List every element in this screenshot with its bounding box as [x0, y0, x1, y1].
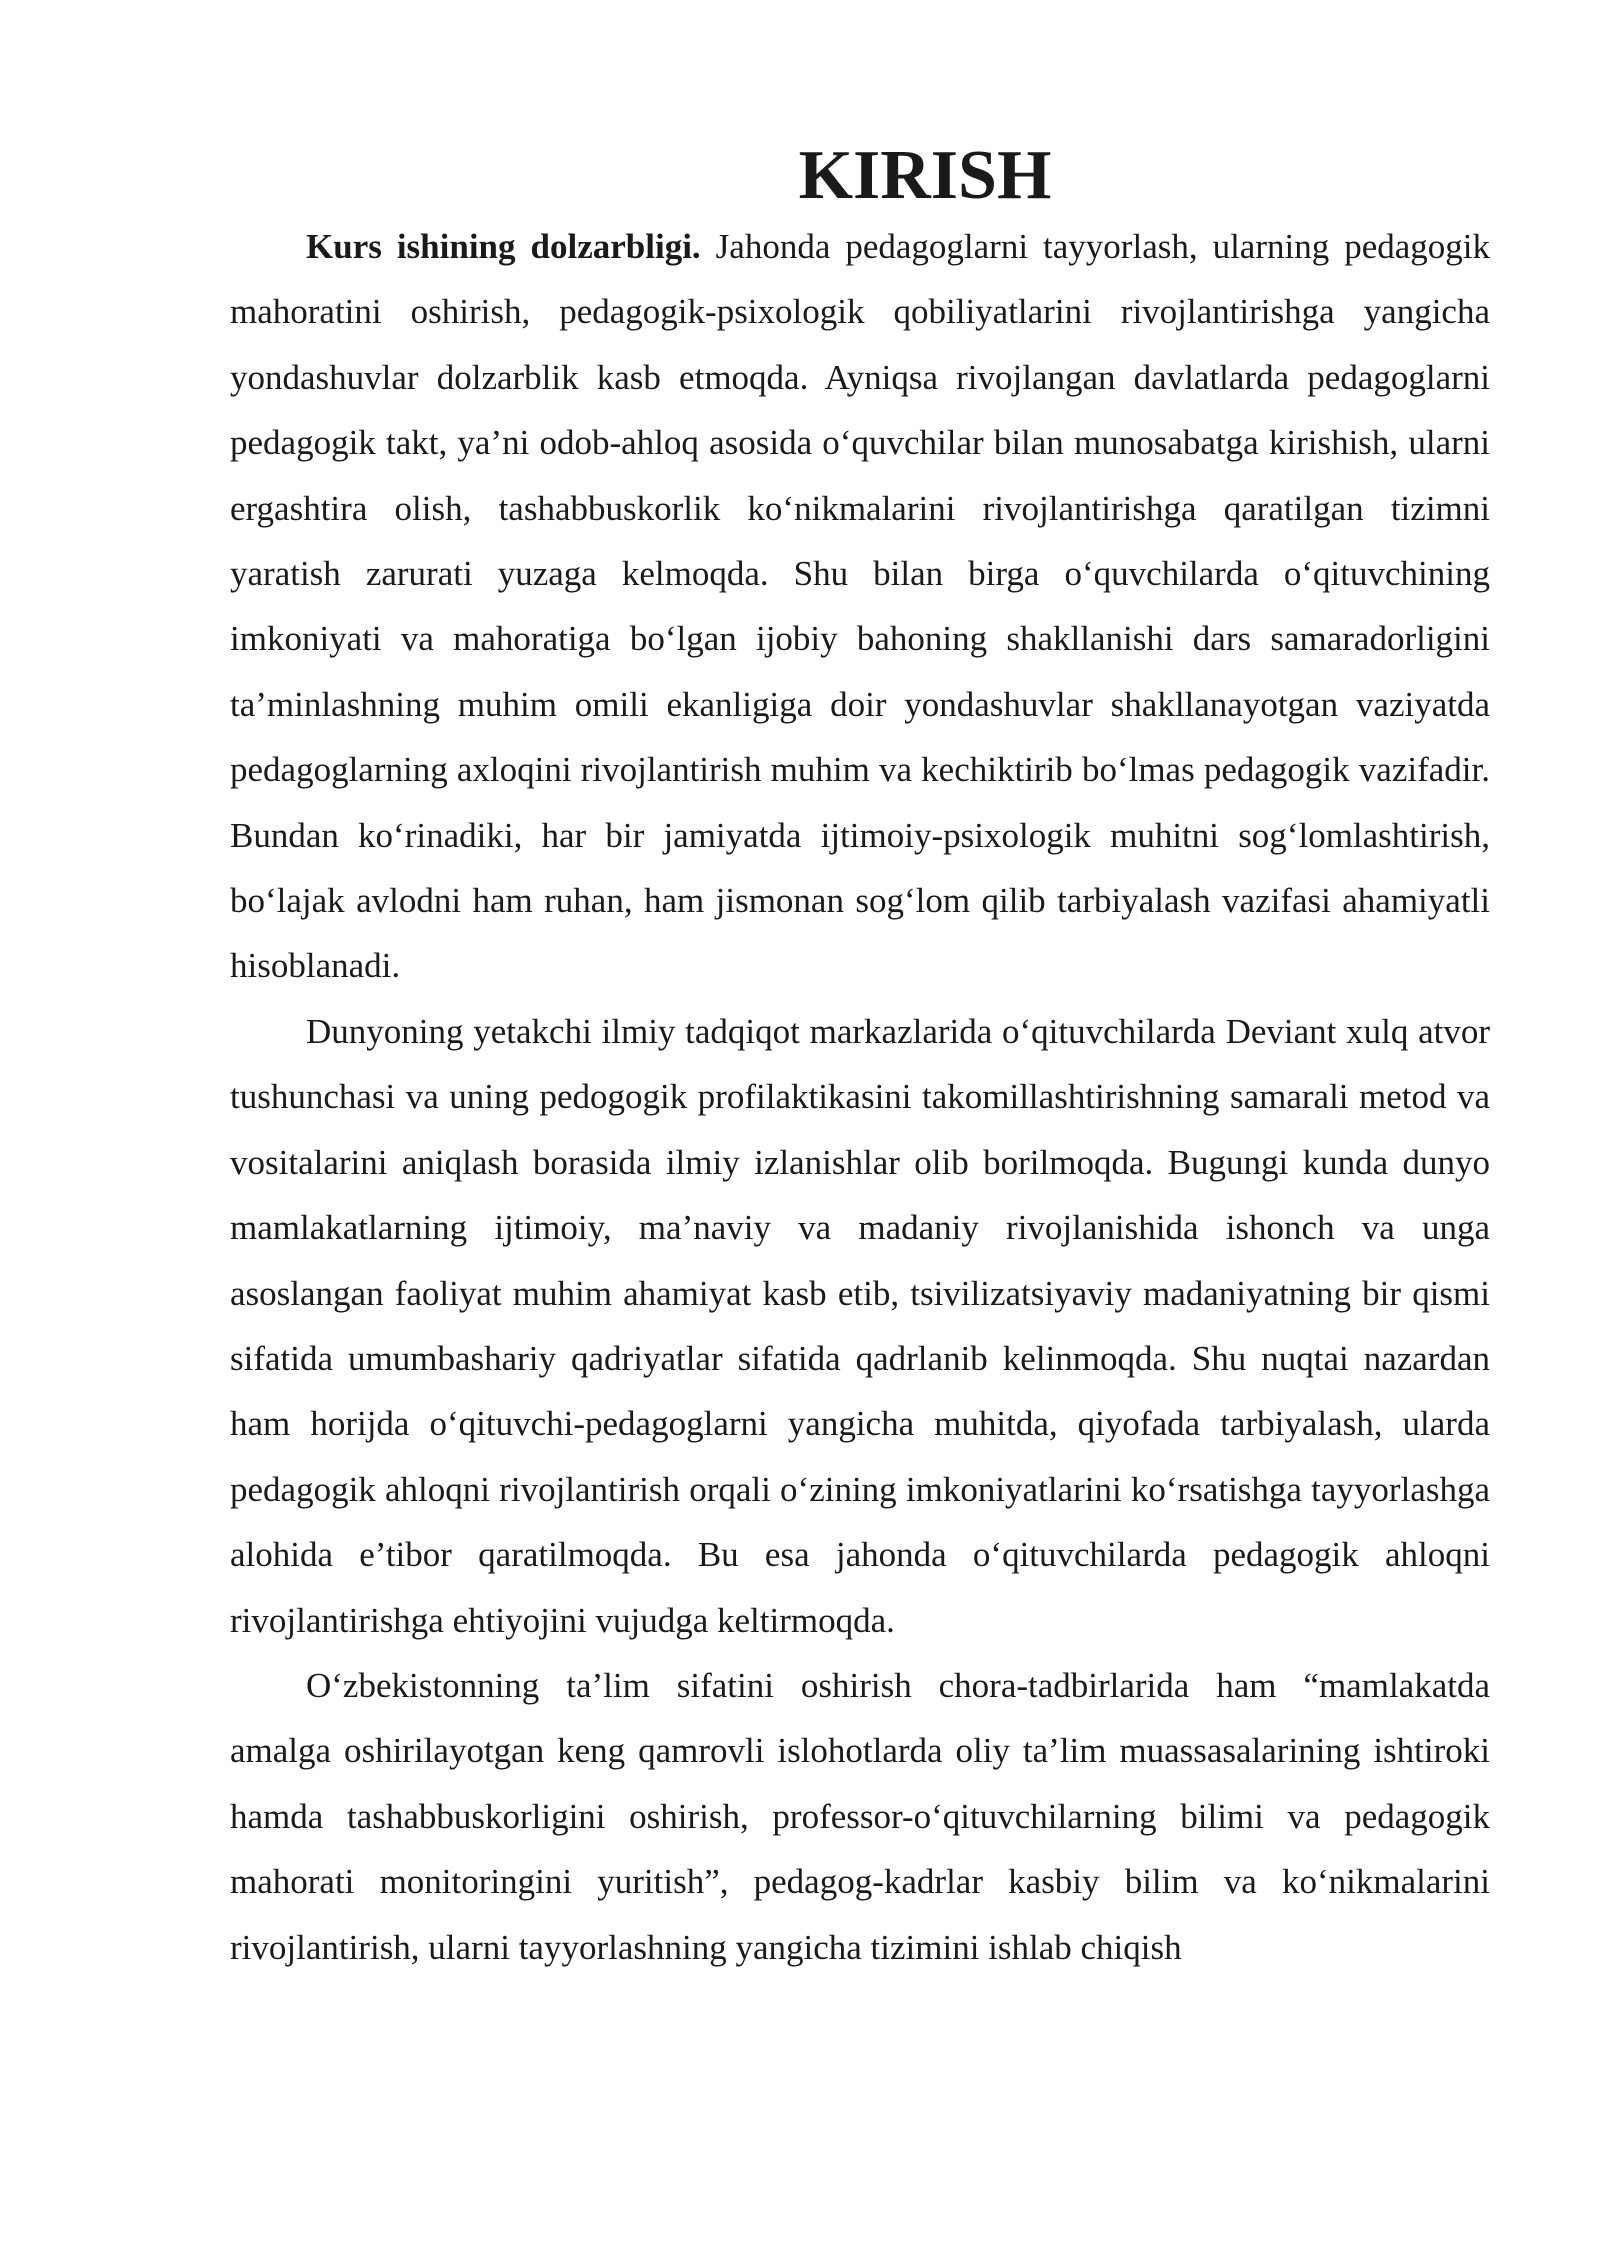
- paragraph-research-centers: [230, 999, 1490, 1653]
- document-page: [230, 137, 1491, 1980]
- paragraph-body: O‘zbekistonning ta’lim sifatini oshirish chora-tadbirlarida ham “mamlakatda amalga oshirilayotgan keng qamrovli islohotlarda oliy ta’lim muassasalarining ishtiroki hamda tashabbuskorligini oshirish, professor-o‘qituvchilarning bilimi va pedagogik mahorati monitoringini yuritish”, pedagog-kadrlar kasbiy bilim va ko‘nikmalarini rivojlantirish, ularni tayyorlashning yangicha tizimini ishlab chiqish: [230, 1665, 1490, 1967]
- paragraph-body: Jahonda pedagoglarni tayyorlash, ularning pedagogik mahoratini oshirish, pedagogik-psixologik qobiliyatlarini rivojlantirishga yangicha yondashuvlar dolzarblik kasb etmoqda. Ayniqsa rivojlangan davlatlarda pedagoglarni pedagogik takt, ya’ni odob-ahloq asosida o‘quvchilar bilan munosabatga kirishish, ularni ergashtira olish, tashabbuskorlik ko‘nikmalarini rivojlantirishga qaratilgan tizimni yaratish zarurati yuzaga kelmoqda. Shu bilan birga o‘quvchilarda o‘qituvchining imkoniyati va mahoratiga bo‘lgan ijobiy bahoning shakllanishi dars samaradorligini ta’minlashning muhim omili ekanligiga doir yondashuvlar shakllanayotgan vaziyatda pedagoglarning axloqini rivojlantirish muhim va kechiktirib bo‘lmas pedagogik vazifadir. Bundan ko‘rinadiki, har bir jamiyatda ijtimoiy-psixologik muhitni sog‘lomlashtirish, bo‘lajak avlodni ham ruhan, ham jismonan sog‘lom qilib tarbiyalash vazifasi ahamiyatli hisoblanadi.: [230, 227, 1491, 986]
- paragraph-lead-heading: Kurs ishining dolzarbligi.: [306, 227, 701, 266]
- paragraph-body: Dunyoning yetakchi ilmiy tadqiqot markazlarida o‘qituvchilarda Deviant xulq atvor tushunchasi va uning pedogogik profilaktikasini takomillashtirishning samarali metod va vositalarini aniqlash borasida ilmiy izlanishlar olib borilmoqda. Bugungi kunda dunyo mamlakatlarning ijtimoiy, ma’naviy va madaniy rivojlanishida ishonch va unga asoslangan faoliyat muhim ahamiyat kasb etib, tsivilizatsiyaviy madaniyatning bir qismi sifatida umumbashariy qadriyatlar sifatida qadrlanib kelinmoqda. Shu nuqtai nazardan ham horijda o‘qituvchi-pedagoglarni yangicha muhitda, qiyofada tarbiyalash, ularda pedagogik ahloqni rivojlantirish orqali o‘zining imkoniyatlarini ko‘rsatishga tayyorlashga alohida e’tibor qaratilmoqda. Bu esa jahonda o‘qituvchilarda pedagogik ahloqni rivojlantirishga ehtiyojini vujudga keltirmoqda.: [230, 1011, 1490, 1640]
- page-title: KIRISH: [798, 137, 1052, 214]
- paragraph-relevance: [230, 214, 1490, 999]
- paragraph-uzbekistan-education: [230, 1653, 1490, 1980]
